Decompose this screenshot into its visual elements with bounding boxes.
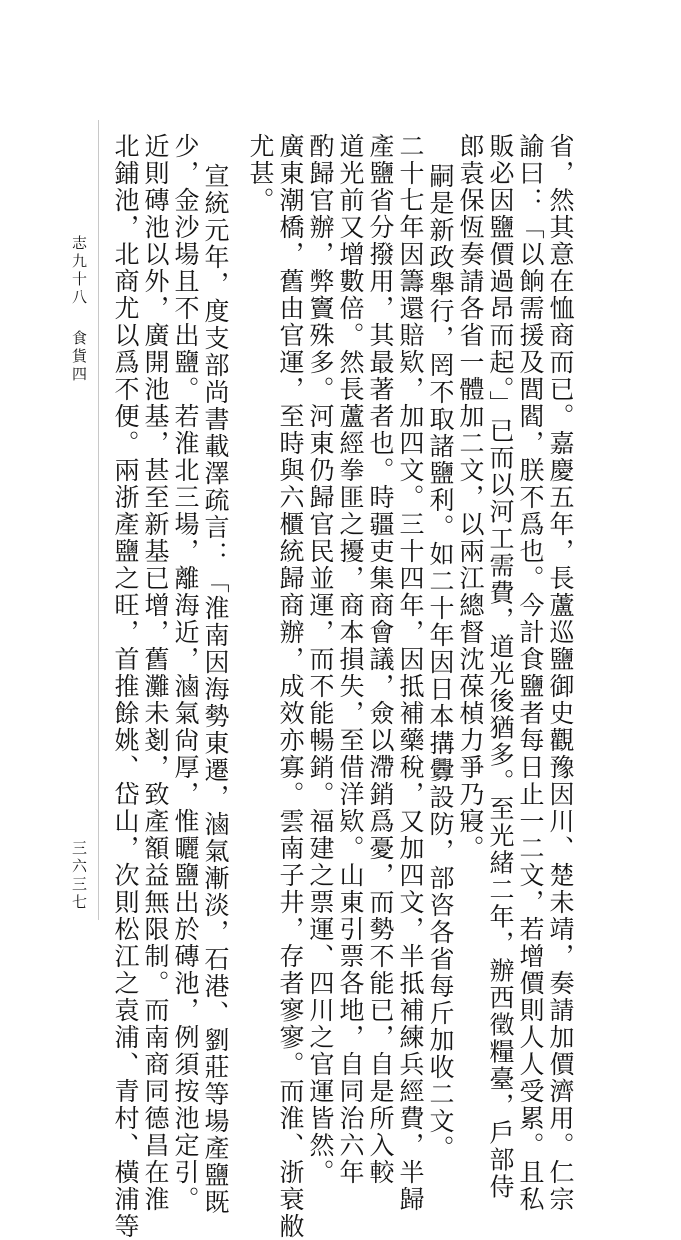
- text-column-5: 嗣是新政舉行，罔不取諸鹽利。如二十年因日本搆釁設防，部咨各省每斤加收二文。: [426, 163, 455, 1162]
- footer-volume: 志九十八: [70, 235, 88, 307]
- text-column-10: 廣東潮橋，舊由官運，至時與六櫃統歸商辦，成效亦寡。雲南子井，存者寥寥。而淮、浙衰敝: [276, 133, 305, 1240]
- text-column-7: 產鹽省分撥用，其最著者也。時疆吏集商會議，僉以滯銷爲憂，而勢不能已，自是所入較: [366, 133, 395, 1186]
- text-column-9: 酌歸官辦，弊竇殊多。河東仍歸官民並運，而不能暢銷。福建之票運、四川之官運皆然。: [306, 133, 335, 1186]
- page-number: 三六三七: [70, 840, 88, 912]
- text-column-14: 近則磚池以外，廣開池基，甚至新基已增，舊灘未剗，致產額益無限制。而南商同德昌在淮: [141, 133, 170, 1213]
- text-column-6: 二十七年因籌還賠欵，加四文。三十四年，因抵補藥稅，又加四文，半抵補練兵經費，半歸: [396, 133, 425, 1213]
- text-column-1: 省，然其意在恤商而已。嘉慶五年，長蘆巡鹽御史觀豫因川、楚未靖，奏請加價濟用。仁宗: [546, 133, 575, 1213]
- text-column-15: 北鋪池，北商尤以爲不便。兩浙產鹽之旺，首推餘姚、岱山，次則松江之袁浦、青村、橫浦等: [111, 133, 140, 1240]
- text-column-12: 宣統元年，度支部尚書載澤疏言：「淮南因海勢東遷，滷氣漸淡，石港、劉莊等場產鹽既: [201, 163, 230, 1216]
- text-column-4: 郎袁保恆奏請各省一體加二文，以兩江總督沈葆楨力爭乃寢。: [456, 133, 485, 862]
- gutter-rule: [98, 120, 99, 920]
- text-column-2: 諭曰：「以餉需援及閭閻，朕不爲也。今計食鹽者每日止一二文，若增價則人人受累。且私: [516, 133, 545, 1213]
- text-column-13: 少，金沙場且不出鹽。若淮北三場，離海近，滷氣尙厚，惟曬鹽出於磚池，例須按池定引。: [171, 133, 200, 1213]
- footer-section: 食貨四: [70, 330, 88, 384]
- text-column-11: 尤甚。: [246, 133, 275, 214]
- text-column-3: 販必因鹽價過昂而起。」已而以河工需費，道光後猶多。至光緒二年，辦西徵糧臺，戶部侍: [486, 133, 515, 1201]
- text-column-8: 道光前又增數倍。然長蘆經拳匪之擾，商本損失，至借洋欵。山東引票各地，自同治六年: [336, 133, 365, 1186]
